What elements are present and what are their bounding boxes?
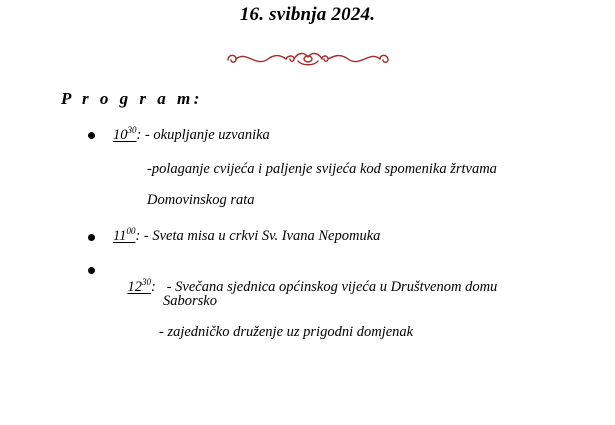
event-date: 16. svibnja 2024. (239, 4, 376, 25)
program-item-1-continuation-2: Domovinskog rata (147, 192, 255, 208)
program-item-1: $10^{30}$: - okupljanje uzvanika (113, 125, 270, 143)
program-item-1-continuation-1: -polaganje cvijeća i paljenje svijeća kod spomenika žrtvama (147, 161, 497, 177)
program-item-2-text: - Sveta misa u crkvi Sv. Ivana Nepomuka (140, 228, 381, 244)
time-1: $10^{30}$ (113, 125, 137, 143)
time-2: $11^{00}$ (113, 226, 136, 244)
bullet-icon (88, 132, 95, 139)
program-item-2: $11^{00}$: - Sveta misa u crkvi Sv. Ivana Nepomuka (113, 226, 381, 244)
program-item-3-text: - Svečana sjednica općinskog vijeća u Društvenom domu (155, 279, 498, 295)
program-item-3: $12^{30}$: - Svečana sjednica općinskog vijeća u Društvenom domu (127, 277, 498, 295)
program-item-1-text: - okupljanje uzvanika (141, 127, 270, 143)
time-3: $12^{30}$ (127, 277, 151, 295)
decorative-divider-icon (224, 46, 392, 72)
program-item-3-continuation-1: Saborsko (163, 293, 217, 309)
program-heading: P r o g r a m: (61, 89, 203, 108)
bullet-icon (88, 234, 95, 241)
program-item-3-continuation-2: - zajedničko druženje uz prigodni domjenak (159, 324, 414, 340)
bullet-icon (88, 267, 95, 274)
